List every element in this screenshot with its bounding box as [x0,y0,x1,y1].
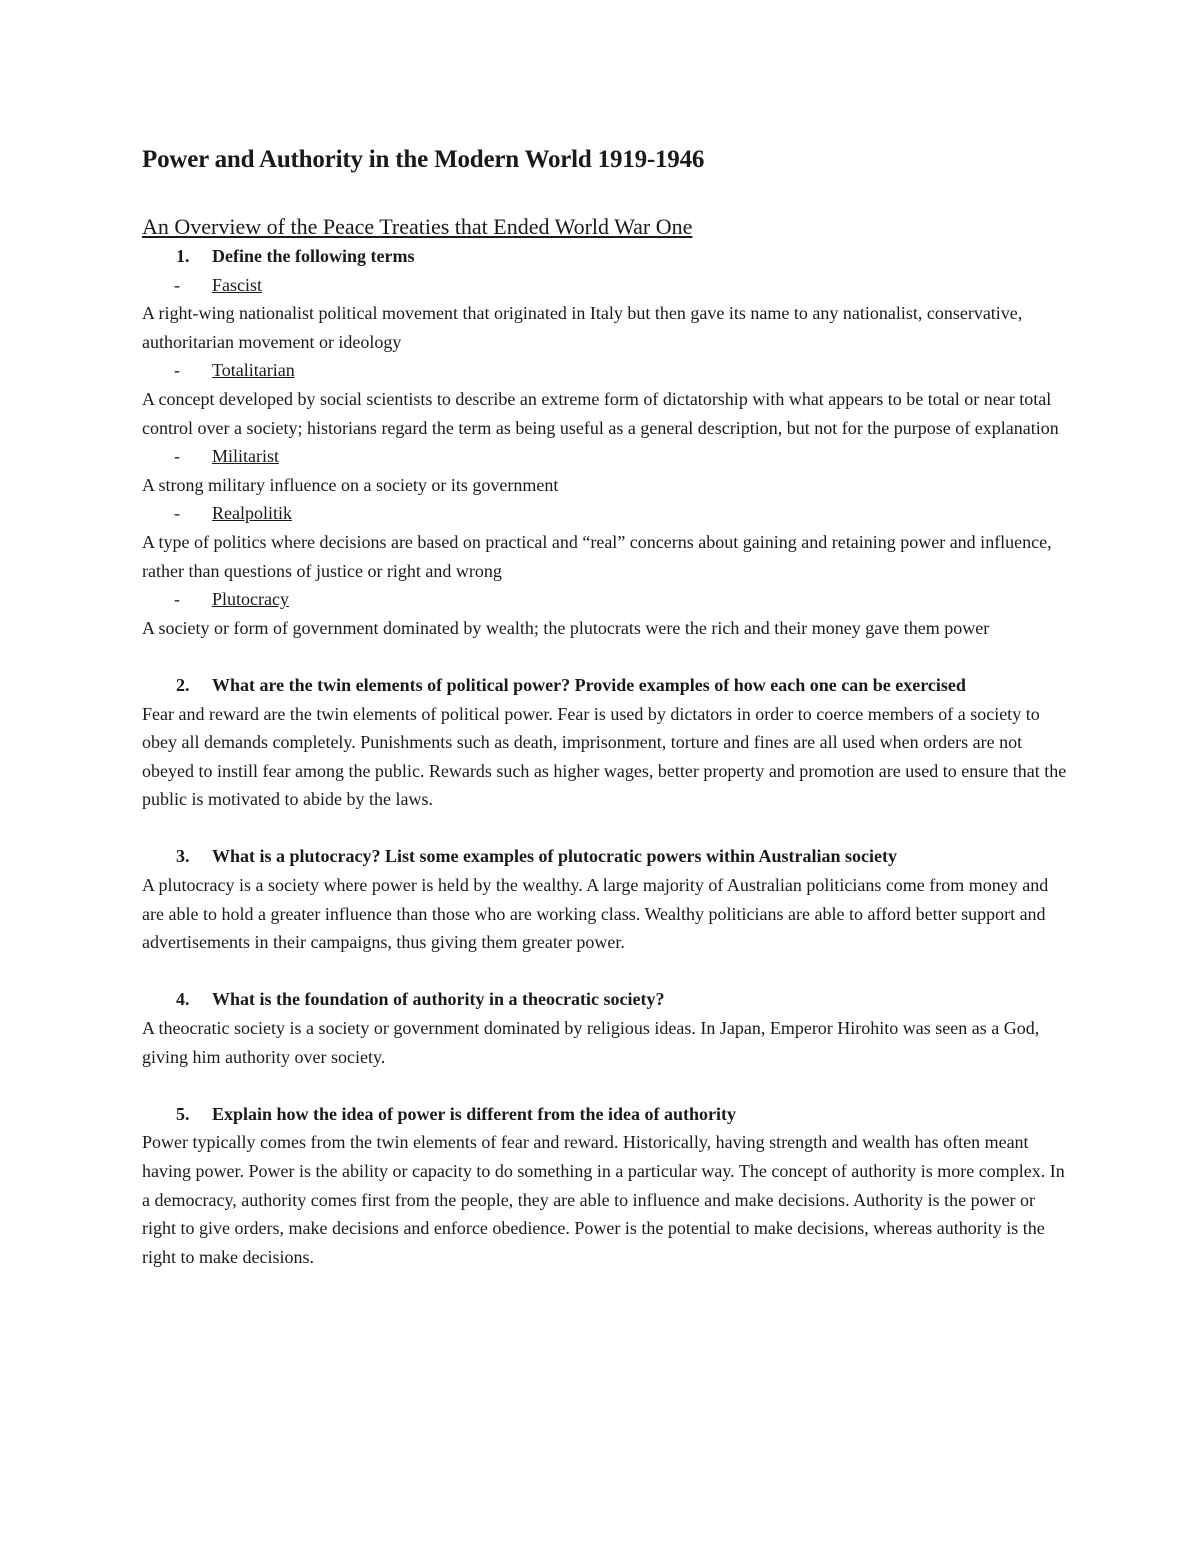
term-row [142,442,1072,471]
blank-line [142,642,1072,671]
term-row [142,585,1072,614]
question-2-heading [142,671,1072,700]
question-2-number: 2. [176,674,190,695]
page-title: Power and Authority in the Modern World 1919-1946 [142,146,705,173]
blank-line [142,1071,1072,1100]
term-definition: A type of politics where decisions are based on practical and “real” concerns about gaining and retaining power and influence, rather than questions of justice or right and wrong [142,531,1052,581]
term-bullet: - [174,360,180,381]
question-3-text: What is a plutocracy? List some examples of plutocratic powers within Australian society [212,846,897,867]
question-5-answer: Power typically comes from the twin elements of fear and reward. Historically, having strength and wealth has often meant having power. Power is the ability or capacity to do something in a particular way. The concept of authority is more complex. In a democracy, authority comes first from the people, they are able to influence and make decisions. Authority is the power or right to give orders, make decisions and enforce obedience. Power is the potential to make decisions, whereas authority is the right to make decisions. [142,1132,1065,1267]
question-3-answer: A plutocracy is a society where power is held by the wealthy. A large majority of Australian politicians come from money and are able to hold a greater influence than those who are working class. Wealthy politicians are able to afford better support and advertisements in their campaigns, thus giving them greater power. [142,875,1049,953]
term-bullet: - [174,274,180,295]
term-row [142,271,1072,300]
term-name: Militarist [212,446,279,467]
question-1-text: Define the following terms [212,246,415,266]
term-definition: A society or form of government dominated by wealth; the plutocrats were the rich and their money gave them power [142,617,990,638]
question-1-number: 1. [176,246,190,266]
question-1-heading [142,242,1072,271]
question-2-text: What are the twin elements of political power? Provide examples of how each one can be exercised [212,674,966,695]
question-3-number: 3. [176,846,190,867]
question-4-answer: A theocratic society is a society or government dominated by religious ideas. In Japan, Emperor Hirohito was seen as a God, giving him authority over society. [142,1018,1040,1067]
term-definition: A right-wing nationalist political movement that originated in Italy but then gave its name to any nationalist, conservative, authoritarian movement or ideology [142,303,1023,352]
question-3-heading [142,842,1072,871]
question-5-text: Explain how the idea of power is different from the idea of authority [212,1103,736,1124]
blank-line [142,957,1072,986]
term-bullet: - [174,589,180,610]
question-5-heading [142,1100,1072,1129]
question-5-number: 5. [176,1103,190,1124]
term-name: Realpolitik [212,503,292,524]
term-definition: A concept developed by social scientists to describe an extreme form of dictatorship with what appears to be total or near total control over a society; historians regard the term as being useful as a general description, but not for the purpose of explanation [142,388,1059,438]
question-4-heading [142,985,1072,1014]
term-definition: A strong military influence on a society or its government [142,474,559,495]
blank-line [142,814,1072,843]
document-page [142,140,1072,1271]
section-heading: An Overview of the Peace Treaties that Ended World War One [142,214,693,239]
term-row [142,499,1072,528]
term-name: Totalitarian [212,360,295,381]
term-name: Fascist [212,274,263,295]
term-bullet: - [174,446,180,467]
term-bullet: - [174,503,180,524]
term-row [142,356,1072,385]
question-4-text: What is the foundation of authority in a theocratic society? [212,989,665,1010]
term-name: Plutocracy [212,589,289,610]
question-4-number: 4. [176,989,190,1010]
question-2-answer: Fear and reward are the twin elements of political power. Fear is used by dictators in order to coerce members of a society to obey all demands completely. Punishments such as death, imprisonment, torture and fines are all used when orders are not obeyed to instill fear among the public. Rewards such as higher wages, better property and promotion are used to ensure that the public is motivated to abide by the laws. [142,703,1067,810]
